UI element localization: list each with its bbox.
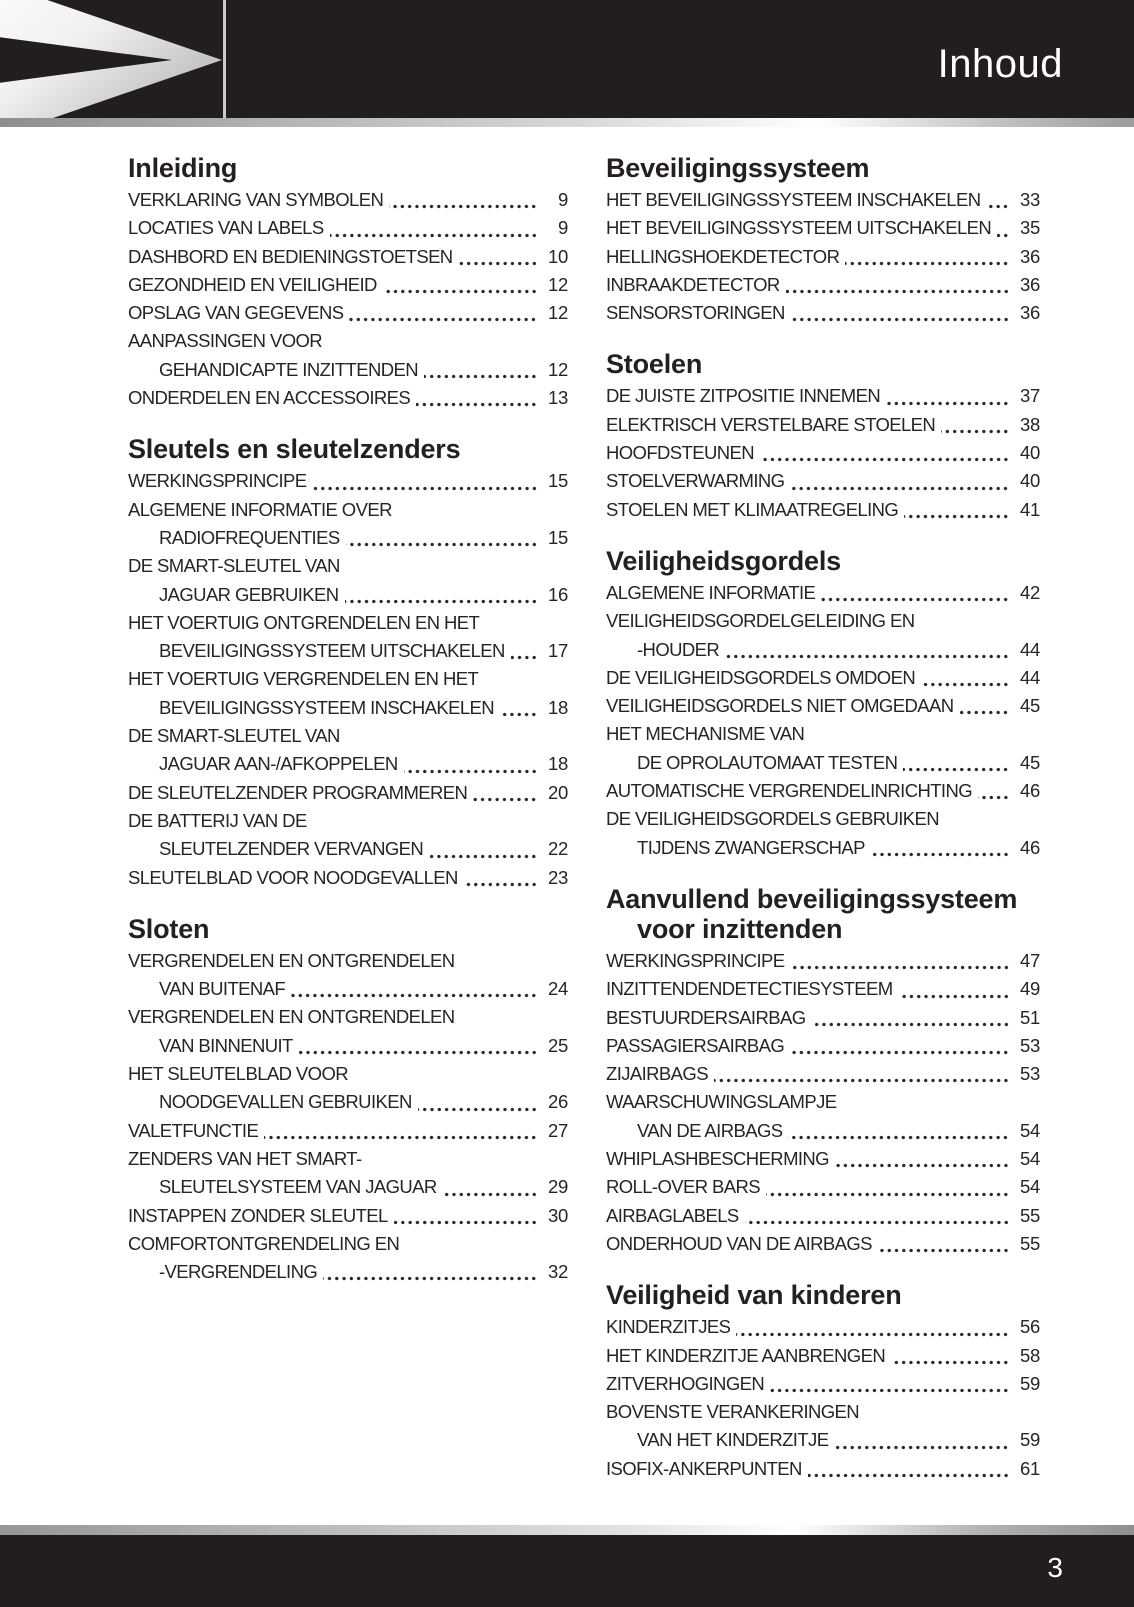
toc-entry-line [606,1145,1040,1173]
entry-page-number: 24 [548,978,568,1000]
entry-page-number: 54 [1020,1176,1040,1198]
toc-entry-label: BOVENSTE VERANKERINGEN [606,1401,860,1423]
toc-entry-line [606,777,1040,805]
toc-entry-label: AIRBAGLABELS [606,1204,739,1226]
dot-leader [473,797,539,802]
dot-leader [941,429,1011,434]
section-heading [128,434,568,464]
toc-entry-label: DE JUISTE ZITPOSITIE INNEMEN [606,385,881,407]
toc-entry-line [128,947,568,975]
dot-leader [786,289,1011,294]
toc-entry-label: ZENDERS VAN HET SMART- [128,1147,362,1169]
page-number: 3 [1047,1552,1063,1583]
entry-page-number: 45 [1020,751,1040,773]
toc-entry-label: WERKINGSPRINCIPE [606,949,785,971]
toc-entry-line [128,609,568,637]
toc-entry-line [128,384,568,412]
jaguar-chevron-logo-icon [0,0,240,118]
toc-entry-line [606,692,1040,720]
toc-entry-line [128,1032,568,1060]
toc-entry-label: HELLINGSHOEKDETECTOR [606,245,840,267]
entry-page-number: 25 [548,1034,568,1056]
section-heading [128,914,568,944]
page-header [0,0,1134,118]
dot-leader [891,1360,1011,1365]
toc-section [606,349,1040,523]
entry-page-number: 9 [558,217,568,239]
entry-page-number: 18 [548,753,568,775]
toc-entry-line [128,524,568,552]
toc-entry-label: NOODGEVALLEN GEBRUIKEN [159,1091,412,1113]
toc-entry-label: HET BEVEILIGINGSSYSTEEM INSCHAKELEN [606,189,981,210]
toc-entry-label: STOELVERWARMING [606,470,785,492]
section-heading [606,349,1040,379]
toc-entry-label: DE OPROLAUTOMAAT TESTEN [637,751,898,773]
entry-page-number: 10 [548,245,568,267]
toc-entry-label: DE BATTERIJ VAN DE [128,809,307,831]
dot-leader [978,795,1011,800]
toc-section [606,1280,1040,1483]
toc-entry-line [128,807,568,835]
dot-leader [736,1332,1011,1337]
dot-leader [345,599,539,604]
dot-leader [835,1163,1011,1168]
toc-entry-line [606,636,1040,664]
entry-page-number: 20 [548,781,568,803]
dot-leader [464,882,539,887]
dot-leader [790,1050,1011,1055]
dot-leader [790,486,1011,491]
toc-section [606,546,1040,862]
section-heading-line: Beveiligingssysteem [606,153,870,183]
toc-entry-label: INSTAPPEN ZONDER SLEUTEL [128,1204,388,1226]
dot-leader [808,1473,1011,1478]
toc-content [0,127,1134,1483]
toc-entry-label: SLEUTELZENDER VERVANGEN [159,838,424,860]
toc-entry-line [128,496,568,524]
entry-page-number: 22 [548,838,568,860]
toc-entry-line [128,214,568,242]
entry-page-number: 13 [548,387,568,409]
toc-section [128,153,568,412]
dot-leader [714,1078,1011,1083]
toc-entry-line [606,467,1040,495]
toc-entry-label: BEVEILIGINGSSYSTEEM INSCHAKELEN [159,696,495,718]
entry-page-number: 27 [548,1119,568,1141]
toc-entry-label: WHIPLASHBESCHERMING [606,1148,829,1170]
entry-page-number: 29 [548,1176,568,1198]
toc-entry-line [606,607,1040,635]
section-heading [606,1280,1040,1310]
toc-entry-line [606,411,1040,439]
section-heading [606,546,1040,576]
toc-entry-label: VERGRENDELEN EN ONTGRENDELEN [128,1006,455,1028]
entry-page-number: 37 [1020,385,1040,407]
section-heading [606,153,1040,183]
entry-page-number: 56 [1020,1316,1040,1338]
dot-leader [313,486,539,491]
toc-section [606,884,1040,1258]
dot-leader [997,233,1011,238]
dot-leader [871,852,1011,857]
toc-entry-line [606,1455,1040,1483]
entry-page-number: 51 [1020,1006,1040,1028]
dot-leader [349,317,539,322]
dot-leader [959,710,1011,715]
toc-entry-label: ELEKTRISCH VERSTELBARE STOELEN [606,413,936,435]
dot-leader [416,402,539,407]
toc-entry-line [606,1313,1040,1341]
dot-leader [745,1220,1011,1225]
entry-page-number: 18 [548,696,568,718]
toc-entry-label: VERGRENDELEN EN ONTGRENDELEN [128,949,455,971]
dot-leader [424,374,539,379]
toc-entry-line [128,1202,568,1230]
dot-leader [986,204,1011,209]
dot-leader [264,1135,539,1140]
dot-leader [346,542,539,547]
toc-entry-label: COMFORTONTGRENDELING EN [128,1232,400,1254]
toc-entry-label: OPSLAG VAN GEGEVENS [128,302,344,324]
toc-entry-line [606,834,1040,862]
section-heading-line: Aanvullend beveiligingssysteem [606,883,1018,914]
dot-leader [291,993,539,998]
footer-silver-strip [0,1525,1134,1535]
toc-entry-line [606,1004,1040,1032]
toc-entry-label: JAGUAR AAN-/AFKOPPELEN [159,753,398,775]
toc-section [128,434,568,891]
toc-entry-line [606,1398,1040,1426]
toc-entry-line [606,1060,1040,1088]
entry-page-number: 26 [548,1091,568,1113]
section-heading-line: Sloten [128,913,210,944]
entry-page-number: 46 [1020,836,1040,858]
toc-entry-label: VEILIGHEIDSGORDELS NIET OMGEDAAN [606,695,954,717]
entry-page-number: 40 [1020,442,1040,464]
entry-page-number: 12 [548,358,568,380]
toc-entry-line [606,720,1040,748]
toc-entry-line [606,975,1040,1003]
toc-entry-label: SLEUTELSYSTEEM VAN JAGUAR [159,1176,437,1198]
entry-page-number: 15 [548,526,568,548]
entry-page-number: 36 [1020,273,1040,295]
dot-leader [725,654,1011,659]
toc-entry-label: STOELEN MET KLIMAATREGELING [606,498,899,520]
dot-leader [812,1022,1011,1027]
toc-entry-label: JAGUAR GEBRUIKEN [159,583,339,605]
dot-leader [500,712,539,717]
section-heading-line: Veiligheid van kinderen [606,1280,902,1311]
toc-entry-line [606,1202,1040,1230]
section-heading-line: Stoelen [606,349,703,380]
toc-entry-label: AUTOMATISCHE VERGRENDELINRICHTING [606,780,972,802]
entry-page-number: 55 [1020,1204,1040,1226]
toc-entry-line [606,1426,1040,1454]
dot-leader [886,401,1011,406]
header-divider [223,0,226,118]
toc-entry-label: BESTUURDERSAIRBAG [606,1006,806,1028]
toc-entry-label: VAN BINNENUIT [159,1034,293,1056]
toc-entry-line [128,271,568,299]
section-heading-line: Veiligheidsgordels [606,545,841,576]
toc-entry-line [128,327,568,355]
toc-entry-label: SENSORSTORINGEN [606,302,785,324]
toc-entry-label: AANPASSINGEN VOOR [128,330,323,352]
toc-entry-line [606,1230,1040,1258]
entry-page-number: 12 [548,273,568,295]
entry-page-number: 36 [1020,245,1040,267]
dot-leader [323,1276,539,1281]
toc-entry-label: VALETFUNCTIE [128,1119,259,1141]
dot-leader [760,457,1011,462]
toc-entry-line [128,356,568,384]
toc-entry-label: WERKINGSPRINCIPE [128,470,307,492]
entry-page-number: 59 [1020,1429,1040,1451]
toc-entry-line [606,214,1040,242]
entry-page-number: 40 [1020,470,1040,492]
toc-entry-label: ROLL-OVER BARS [606,1176,761,1198]
toc-entry-line [128,975,568,1003]
toc-entry-label: ALGEMENE INFORMATIE [606,581,816,603]
entry-page-number: 35 [1020,217,1040,239]
toc-entry-line [128,1003,568,1031]
toc-entry-label: HET BEVEILIGINGSSYSTEEM UITSCHAKELEN [606,217,992,239]
toc-entry-label: DE SLEUTELZENDER PROGRAMMEREN [128,781,468,803]
toc-entry-line [606,579,1040,607]
entry-page-number: 41 [1020,498,1040,520]
toc-entry-label: INZITTENDENDETECTIESYSTEEM [606,978,893,1000]
toc-entry-label: -HOUDER [637,638,720,660]
entry-page-number: 46 [1020,780,1040,802]
toc-column-right [606,153,1040,1483]
toc-entry-line [606,1342,1040,1370]
toc-entry-label: VERKLARING VAN SYMBOLEN [128,189,384,210]
header-silver-strip [0,118,1134,127]
entry-page-number: 54 [1020,1119,1040,1141]
toc-entry-label: RADIOFREQUENTIES [159,526,340,548]
toc-entry-label: VEILIGHEIDSGORDELGELEIDING EN [606,610,915,632]
dot-leader [394,1220,539,1225]
toc-entry-label: VAN HET KINDERZITJE [637,1429,829,1451]
toc-entry-line [606,1088,1040,1116]
toc-entry-label: PASSAGIERSAIRBAG [606,1034,785,1056]
dot-leader [904,514,1011,519]
entry-page-number: 42 [1020,581,1040,603]
section-heading-line: voor inzittenden [637,913,843,944]
section-heading [606,884,1040,944]
toc-entry-line [128,186,568,214]
dot-leader [770,1388,1011,1393]
toc-entry-label: DE VEILIGHEIDSGORDELS OMDOEN [606,666,916,688]
toc-entry-line [128,581,568,609]
dot-leader [845,261,1011,266]
dot-leader [418,1107,539,1112]
toc-entry-line [606,243,1040,271]
toc-entry-label: HET MECHANISME VAN [606,723,805,745]
dot-leader [389,204,539,209]
dot-leader [791,965,1011,970]
toc-entry-line [128,1230,568,1258]
toc-entry-line [128,1258,568,1286]
dot-leader [766,1192,1011,1197]
toc-entry-line [606,496,1040,524]
toc-entry-label: -VERGRENDELING [159,1261,318,1283]
toc-entry-label: HET VOERTUIG VERGRENDELEN EN HET [128,668,479,690]
toc-entry-label: DE VEILIGHEIDSGORDELS GEBRUIKEN [606,808,939,830]
entry-page-number: 55 [1020,1232,1040,1254]
entry-page-number: 58 [1020,1344,1040,1366]
toc-entry-line [128,467,568,495]
toc-entry-line [128,1117,568,1145]
entry-page-number: 53 [1020,1034,1040,1056]
toc-entry-label: HET VOERTUIG ONTGRENDELEN EN HET [128,611,480,633]
toc-entry-line [128,779,568,807]
toc-entry-label: DE SMART-SLEUTEL VAN [128,555,340,577]
entry-page-number: 38 [1020,413,1040,435]
toc-section [606,153,1040,327]
toc-entry-line [606,1117,1040,1145]
toc-entry-line [606,805,1040,833]
entry-page-number: 23 [548,866,568,888]
toc-entry-line [128,750,568,778]
dot-leader [791,317,1011,322]
dot-leader [921,682,1011,687]
toc-entry-label: ISOFIX-ANKERPUNTEN [606,1457,802,1479]
toc-entry-label: HET KINDERZITJE AANBRENGEN [606,1344,886,1366]
dot-leader [383,289,539,294]
entry-page-number: 44 [1020,638,1040,660]
toc-entry-line [606,186,1040,214]
toc-entry-line [128,1173,568,1201]
toc-entry-line [606,1173,1040,1201]
toc-entry-label: KINDERZITJES [606,1316,731,1338]
entry-page-number: 32 [548,1261,568,1283]
entry-page-number: 59 [1020,1372,1040,1394]
toc-entry-line [606,439,1040,467]
toc-entry-label: BEVEILIGINGSSYSTEEM UITSCHAKELEN [159,640,505,662]
toc-entry-line [128,864,568,892]
page-title: Inhoud [937,42,1063,86]
toc-entry-label: WAARSCHUWINGSLAMPJE [606,1091,837,1113]
toc-entry-label: DE SMART-SLEUTEL VAN [128,725,340,747]
page-footer [0,1525,1134,1607]
section-heading [128,153,568,183]
section-heading-line: Sleutels en sleutelzenders [128,434,461,465]
toc-entry-line [606,749,1040,777]
toc-entry-line [606,1032,1040,1060]
entry-page-number: 54 [1020,1148,1040,1170]
toc-column-left [128,153,568,1483]
toc-entry-label: SLEUTELBLAD VOOR NOODGEVALLEN [128,866,458,888]
toc-entry-line [128,665,568,693]
toc-section [128,914,568,1287]
entry-page-number: 61 [1020,1457,1040,1479]
toc-entry-line [128,552,568,580]
toc-entry-line [128,1088,568,1116]
toc-entry-label: ONDERHOUD VAN DE AIRBAGS [606,1232,872,1254]
toc-entry-line [606,299,1040,327]
toc-entry-line [128,694,568,722]
toc-entry-line [128,1145,568,1173]
entry-page-number: 53 [1020,1063,1040,1085]
entry-page-number: 33 [1020,189,1040,210]
entry-page-number: 30 [548,1204,568,1226]
toc-entry-line [606,1370,1040,1398]
toc-entry-label: GEHANDICAPTE INZITTENDEN [159,358,419,380]
toc-entry-label: DASHBORD EN BEDIENINGSTOETSEN [128,245,453,267]
toc-entry-line [128,835,568,863]
dot-leader [903,767,1011,772]
dot-leader [511,655,539,660]
entry-page-number: 47 [1020,949,1040,971]
dot-leader [330,233,539,238]
toc-entry-label: ONDERDELEN EN ACCESSOIRES [128,387,411,409]
toc-entry-line [606,947,1040,975]
toc-entry-label: HOOFDSTEUNEN [606,442,754,464]
dot-leader [429,854,539,859]
entry-page-number: 16 [548,583,568,605]
entry-page-number: 12 [548,302,568,324]
toc-entry-label: VAN DE AIRBAGS [637,1119,783,1141]
toc-entry-label: TIJDENS ZWANGERSCHAP [637,836,865,858]
toc-entry-line [606,664,1040,692]
toc-entry-label: ALGEMENE INFORMATIE OVER [128,498,392,520]
entry-page-number: 15 [548,470,568,492]
dot-leader [899,994,1011,999]
dot-leader [834,1445,1011,1450]
dot-leader [878,1248,1011,1253]
toc-entry-line [606,382,1040,410]
entry-page-number: 49 [1020,978,1040,1000]
section-heading-line: Inleiding [128,153,238,183]
dot-leader [821,597,1011,602]
toc-entry-label: GEZONDHEID EN VEILIGHEID [128,273,377,295]
toc-entry-line [128,722,568,750]
toc-entry-label: VAN BUITENAF [159,978,286,1000]
toc-entry-label: ZITVERHOGINGEN [606,1372,765,1394]
dot-leader [443,1192,539,1197]
entry-page-number: 17 [548,640,568,662]
toc-entry-line [128,299,568,327]
entry-page-number: 45 [1020,695,1040,717]
toc-entry-line [606,271,1040,299]
entry-page-number: 44 [1020,666,1040,688]
toc-entry-line [128,1060,568,1088]
entry-page-number: 36 [1020,302,1040,324]
dot-leader [459,261,539,266]
toc-entry-label: ZIJAIRBAGS [606,1063,708,1085]
toc-entry-line [128,637,568,665]
toc-entry-label: HET SLEUTELBLAD VOOR [128,1063,349,1085]
toc-entry-label: INBRAAKDETECTOR [606,273,780,295]
footer-bar [0,1535,1134,1607]
toc-entry-line [128,243,568,271]
toc-entry-label: LOCATIES VAN LABELS [128,217,324,239]
dot-leader [299,1050,539,1055]
dot-leader [404,769,539,774]
dot-leader [788,1135,1011,1140]
entry-page-number: 9 [558,189,568,210]
